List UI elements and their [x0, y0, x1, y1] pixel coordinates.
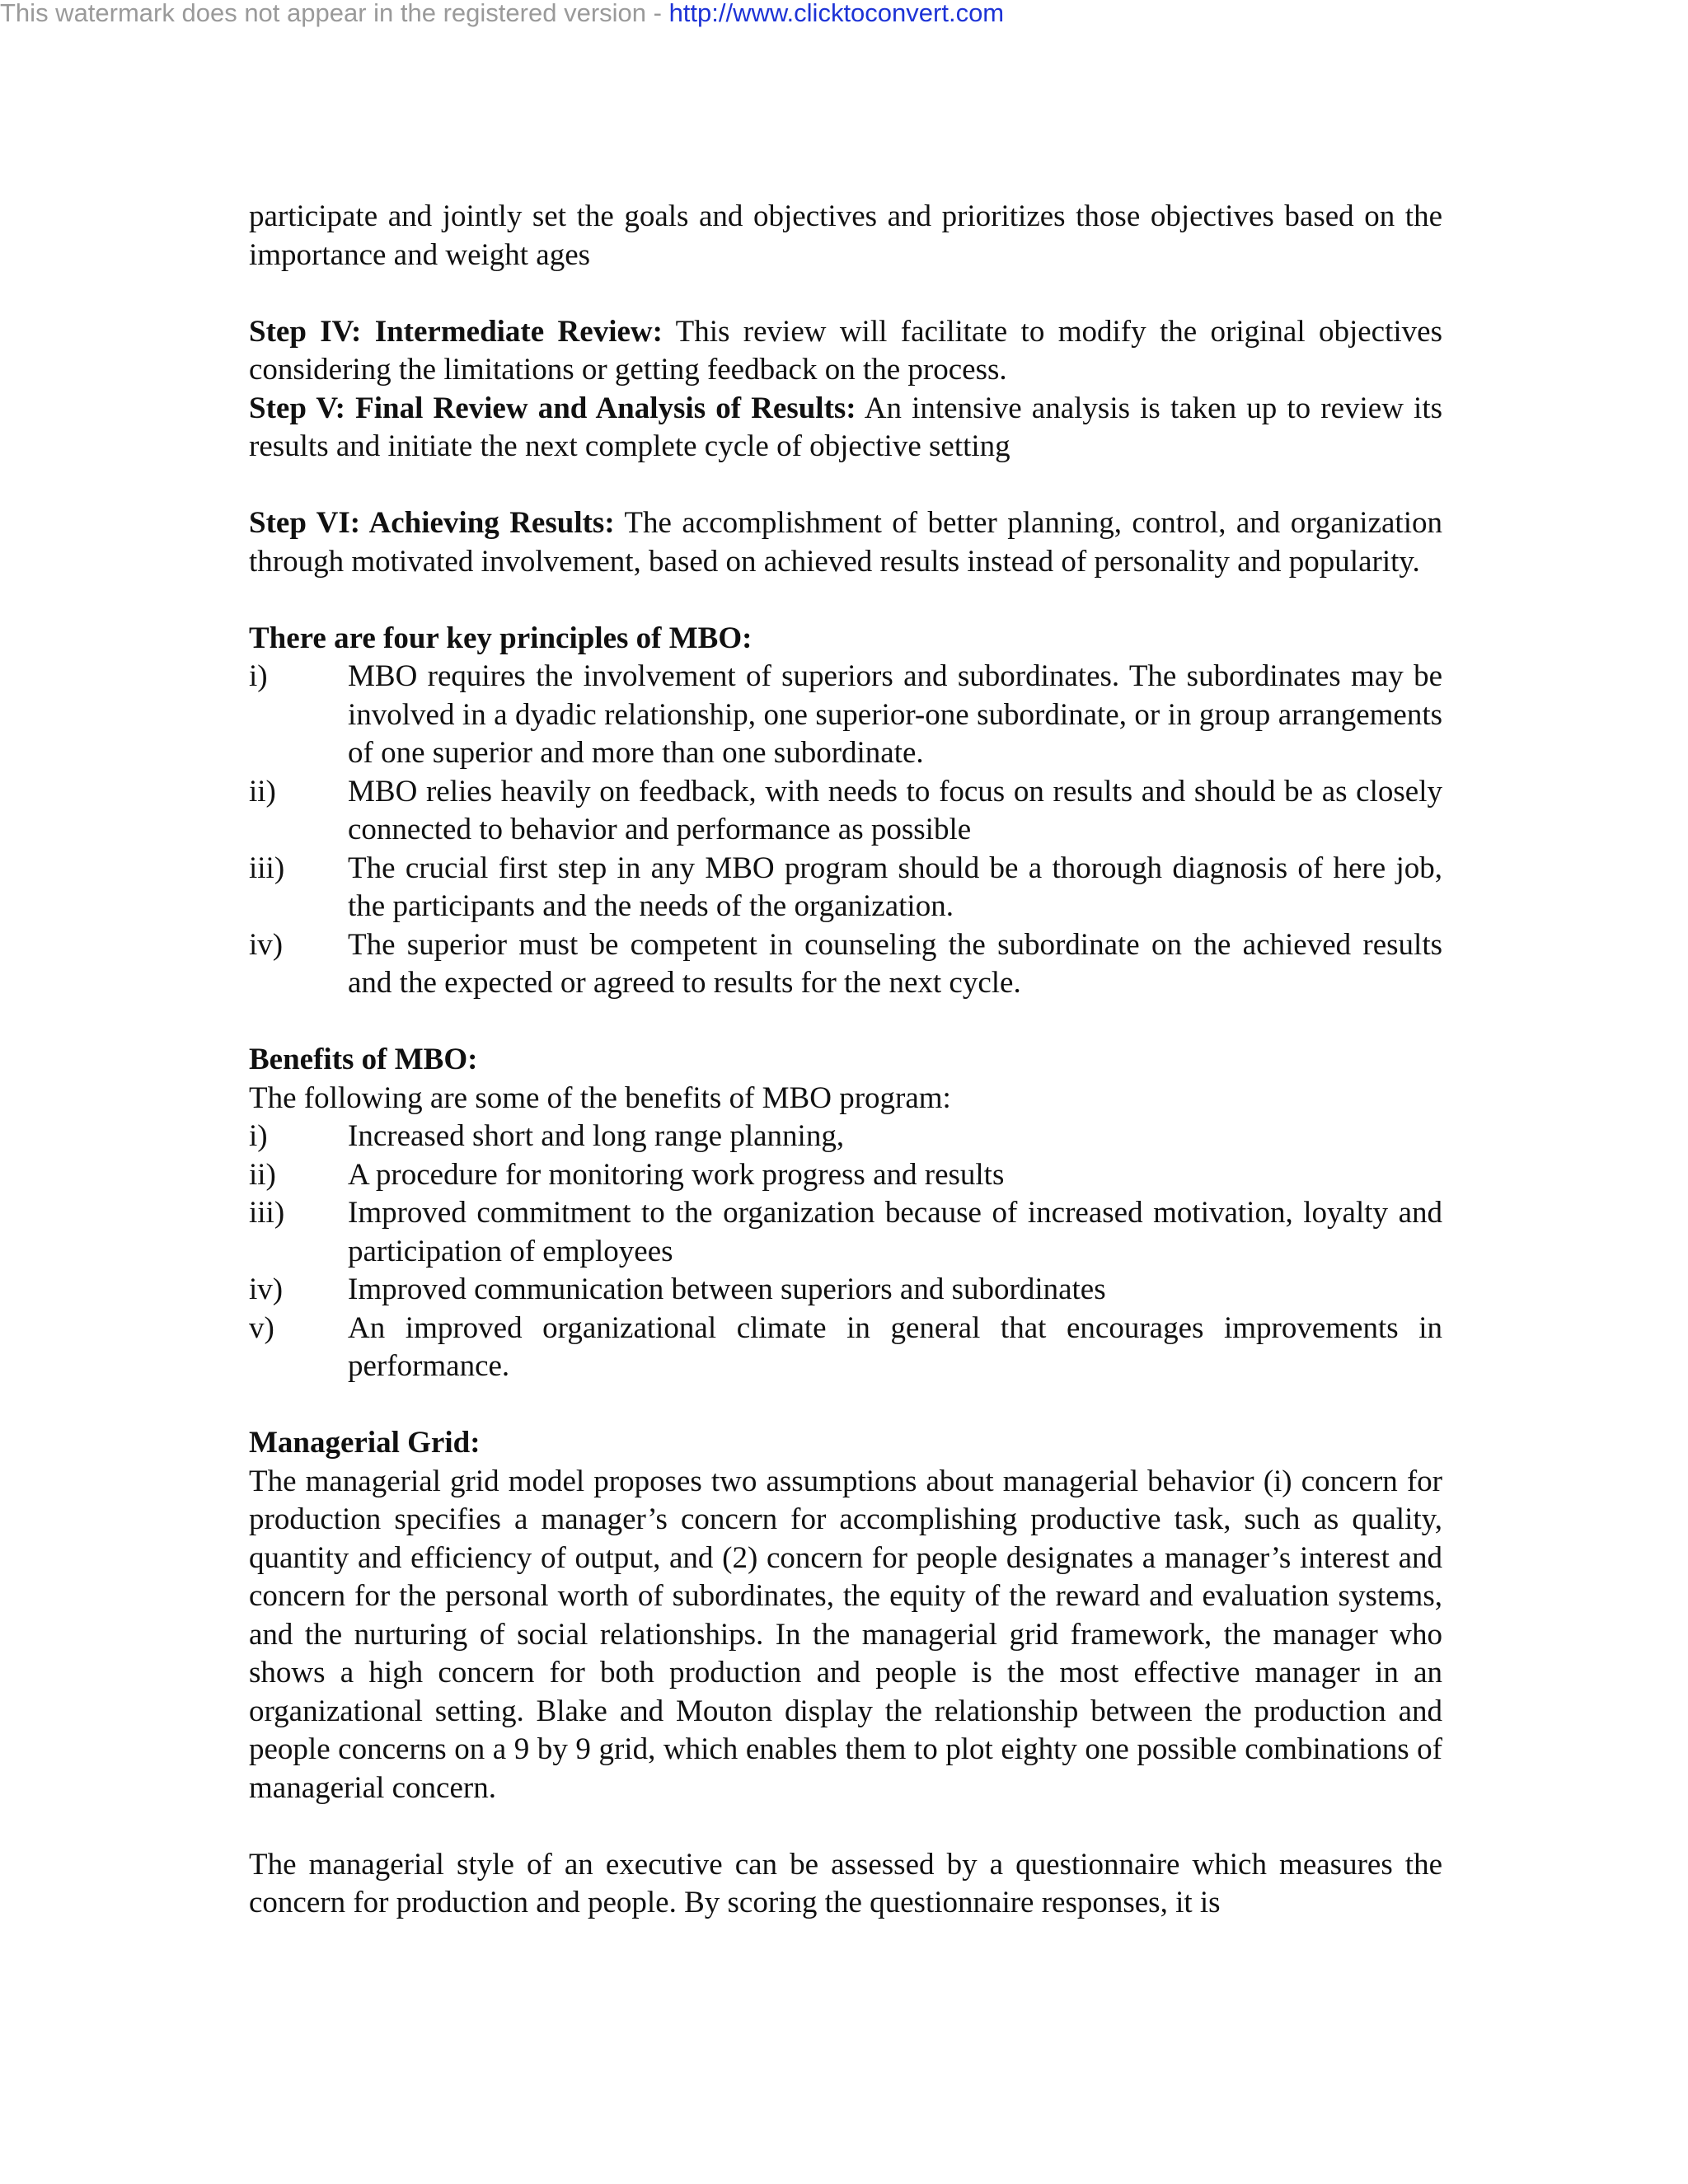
benefits-heading: Benefits of MBO: [249, 1043, 478, 1076]
list-item-number: iii) [249, 851, 285, 885]
watermark-link[interactable]: http://www.clicktoconvert.com [668, 0, 1005, 27]
list-item [249, 1118, 1442, 1156]
list-item-number: iv) [249, 927, 284, 962]
list-item [249, 1310, 1442, 1386]
list-item-text: MBO requires the involvement of superiors and subordinates. The subordinates may be involved in a dyadic relationship, one superior-one subordinate, or in group arrangements of one superior and more than one subordinate. [348, 659, 1442, 770]
list-item-text: Increased short and long range planning, [348, 1119, 845, 1153]
watermark-banner [0, 0, 1004, 26]
list-item-text: The superior must be competent in counseling the subordinate on the achieved results and the expected or agreed to results for the next cycle. [348, 927, 1442, 1000]
managerial-style-paragraph: The managerial style of an executive can be assessed by a questionnaire which measures the concern for production and people. By scoring the questionnaire responses, it is [249, 1847, 1442, 1919]
watermark-text: This watermark does not appear in the registered version - [0, 0, 669, 27]
step-v-paragraph [249, 390, 1442, 466]
list-item-number: iii) [249, 1196, 285, 1230]
list-item-number: i) [249, 659, 268, 693]
principles-heading: There are four key principles of MBO: [249, 621, 753, 655]
list-item-number: ii) [249, 774, 276, 808]
list-item-text: Improved commitment to the organization because of increased motivation, loyalty and participation of employees [348, 1196, 1442, 1268]
list-item-text: An improved organizational climate in general that encourages improvements in performance. [348, 1310, 1442, 1383]
benefits-list [249, 1118, 1442, 1386]
document-page [249, 198, 1442, 1923]
list-item [249, 1156, 1442, 1195]
principles-list [249, 658, 1442, 1003]
list-item-text: A procedure for monitoring work progress and results [348, 1157, 1005, 1192]
list-item-text: Improved communication between superiors and subordinates [348, 1272, 1106, 1306]
list-item-number: i) [249, 1119, 268, 1153]
list-item [249, 850, 1442, 926]
list-item-number: iv) [249, 1272, 284, 1306]
benefits-intro: The following are some of the benefits of MBO program: [249, 1080, 951, 1115]
step-v-label: Step V: Final Review and Analysis of Results: [249, 391, 856, 425]
list-item [249, 658, 1442, 773]
managerial-grid-heading: Managerial Grid: [249, 1426, 481, 1460]
step-vi-label: Step VI: Achieving Results: [249, 506, 615, 540]
step-vi-paragraph [249, 504, 1442, 581]
list-item [249, 773, 1442, 850]
list-item-text: The crucial first step in any MBO program should be a thorough diagnosis of here job, the participants and the needs of the organization. [348, 851, 1442, 923]
list-item-number: v) [249, 1310, 274, 1345]
step-v-text: An intensive analysis is taken up to review its results and initiate the next complete cycle of objective setting [249, 391, 1442, 463]
list-item [249, 1194, 1442, 1271]
list-item [249, 1271, 1442, 1310]
step-iv-text: This review will facilitate to modify the original objectives considering the limitations or getting feedback on the process. [249, 314, 1442, 387]
list-item [249, 926, 1442, 1003]
step-vi-text: The accomplishment of better planning, control, and organization through motivated involvement, based on achieved results instead of personality and popularity. [249, 506, 1442, 579]
list-item-number: ii) [249, 1157, 276, 1192]
step-iv-paragraph [249, 313, 1442, 390]
list-item-text: MBO relies heavily on feedback, with needs to focus on results and should be as closely connected to behavior and performance as possible [348, 774, 1442, 846]
step-iv-label: Step IV: Intermediate Review: [249, 314, 663, 349]
intro-paragraph: participate and jointly set the goals and objectives and prioritizes those objectives based on the importance and weight ages [249, 199, 1442, 272]
managerial-grid-paragraph: The managerial grid model proposes two assumptions about managerial behavior (i) concern for production specifies a manager’s concern for accomplishing productive task, such as quality, quantity and efficiency of output, and (2) concern for people designates a manager’s interest and concern for the personal worth of subordinates, the equity of the reward and evaluation systems, and the nurturing of social relationships. In the managerial grid framework, the manager who shows a high concern for both production and people is the most effective manager in an organizational setting. Blake and Mouton display the relationship between the production and people concerns on a 9 by 9 grid, which enables them to plot eighty one possible combinations of managerial concern. [249, 1464, 1442, 1805]
